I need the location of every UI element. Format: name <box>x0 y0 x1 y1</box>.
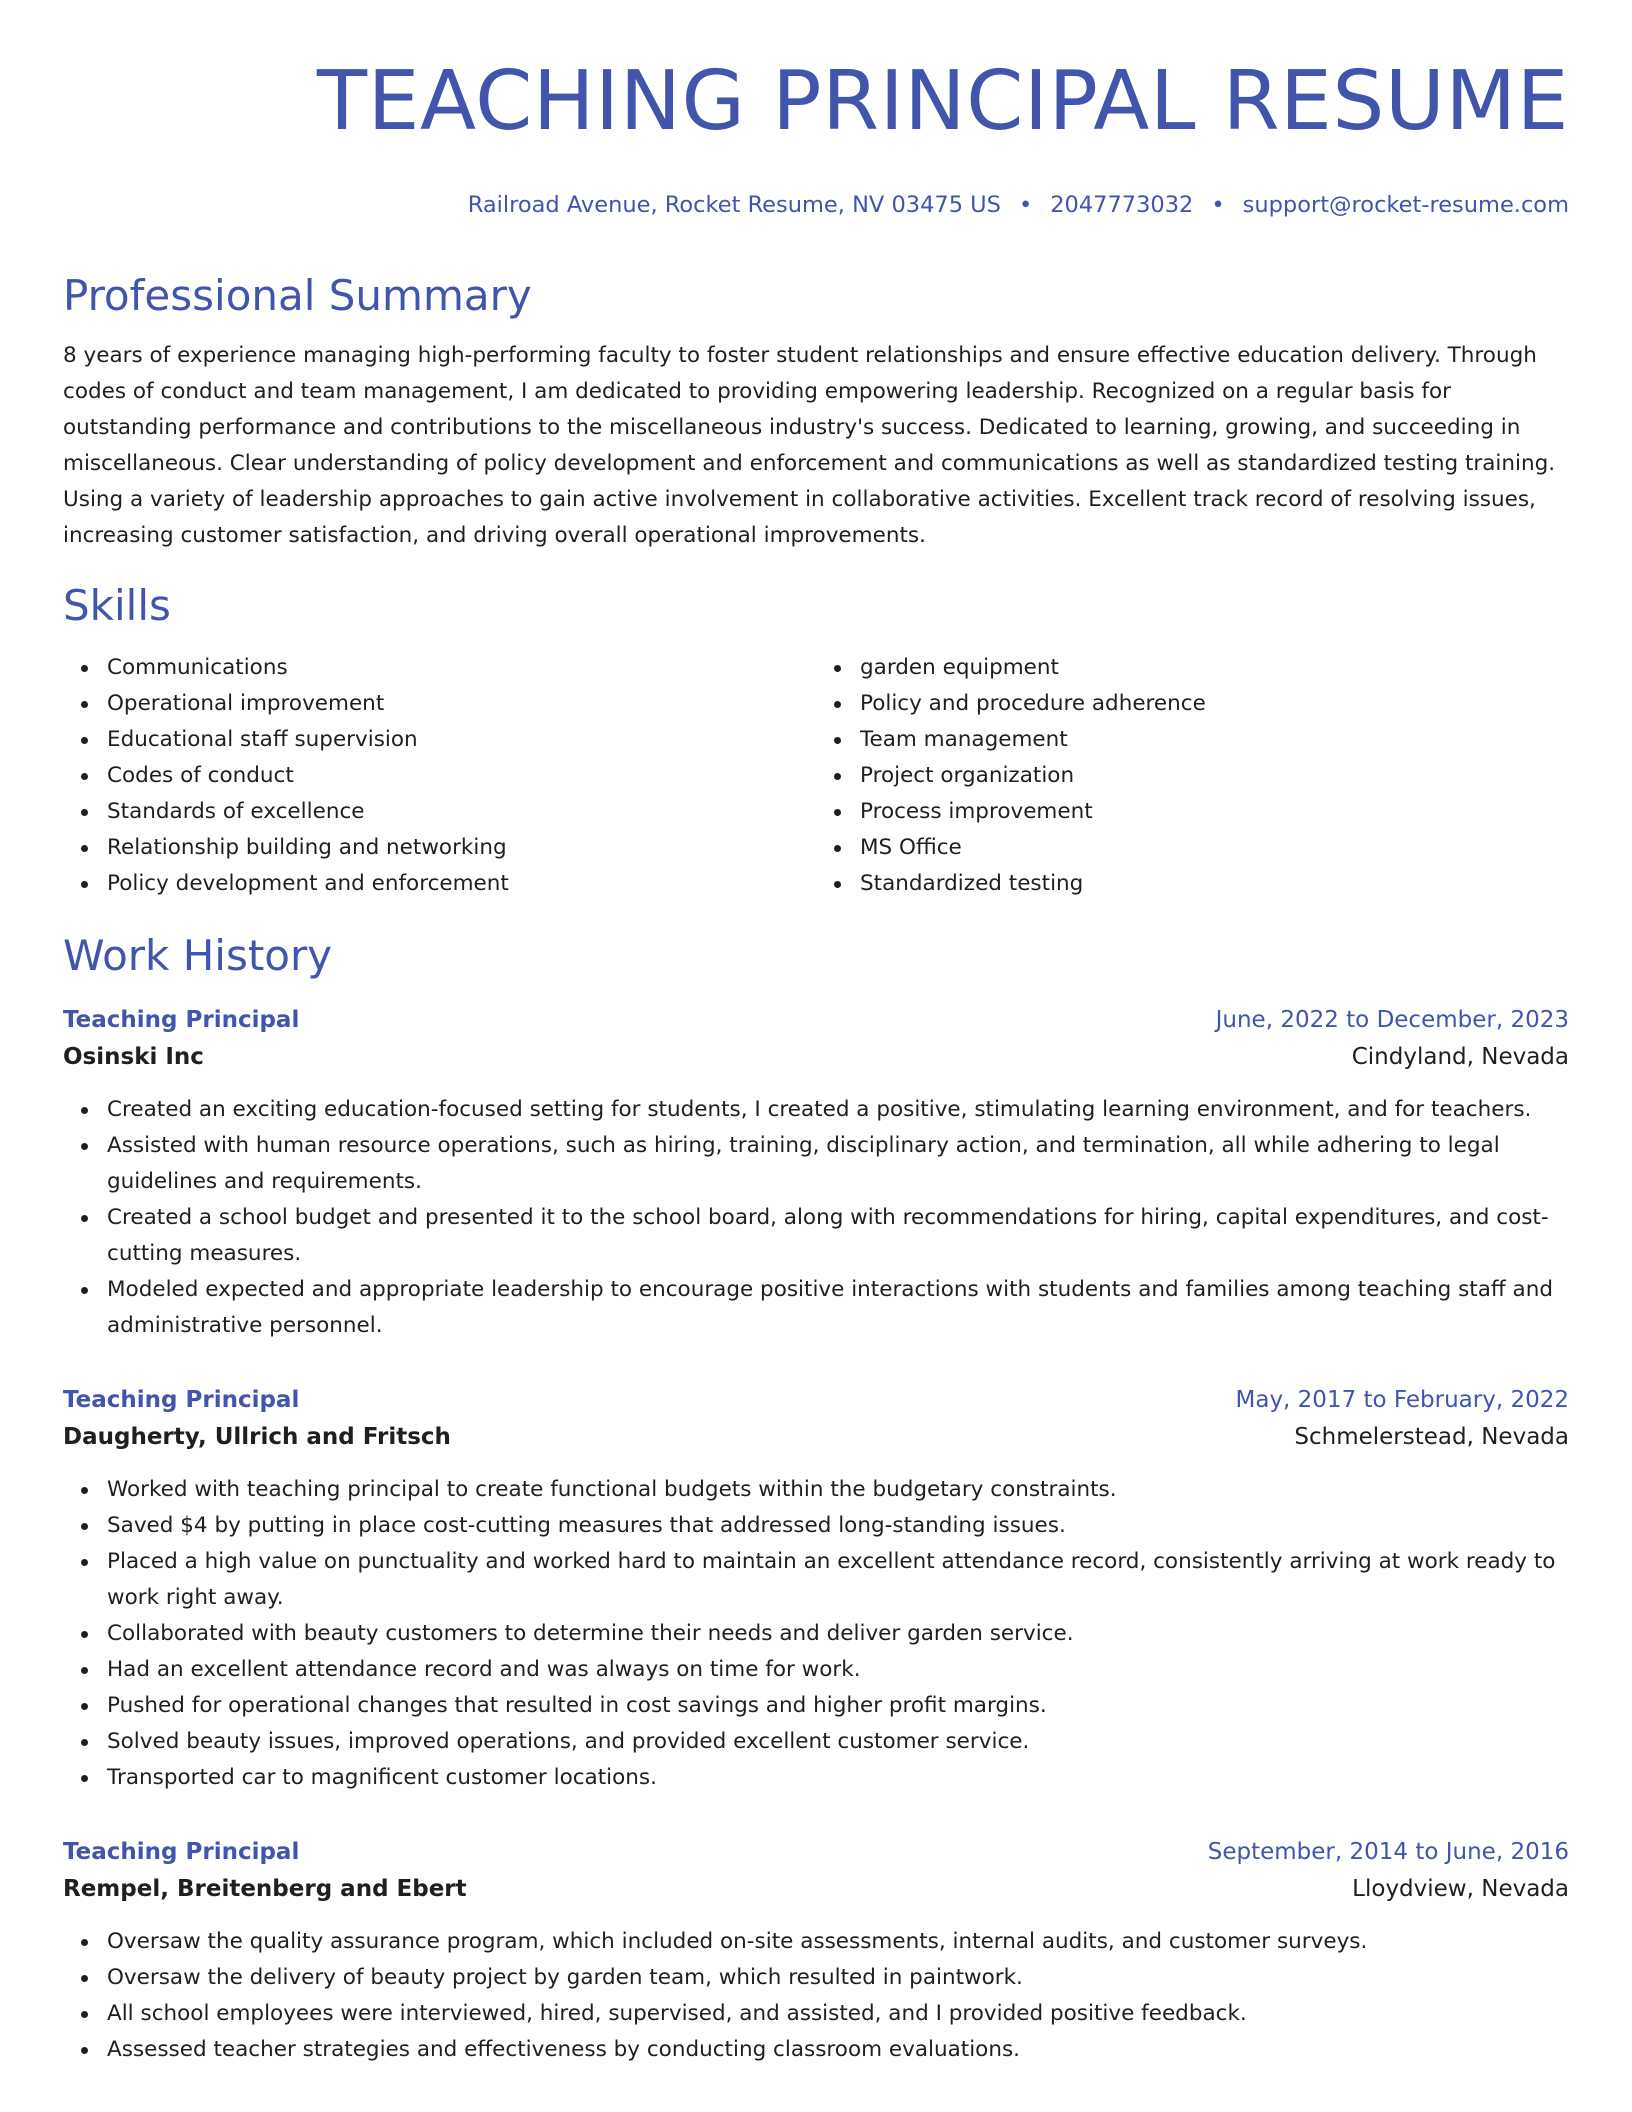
contact-separator: • <box>1018 192 1033 218</box>
job-bullet: Had an excellent attendance record and was always on time for work. <box>107 1652 1569 1688</box>
job-dates: May, 2017 to February, 2022 <box>1235 1387 1569 1413</box>
skills-list-left <box>63 650 816 902</box>
job-company-row <box>63 1871 1569 1908</box>
resume-title: TEACHING PRINCIPAL RESUME <box>317 54 1569 149</box>
job-bullet: Oversaw the quality assurance program, which included on-site assessments, internal audits, and customer surveys. <box>107 1924 1569 1960</box>
skill-item: Project organization <box>860 758 1569 794</box>
job-company: Daugherty, Ullrich and Fritsch <box>63 1424 451 1450</box>
job-bullet: Placed a high value on punctuality and worked hard to maintain an excellent attendance record, consistently arriving at work ready to work right away. <box>107 1544 1569 1616</box>
job-bullet: Assessed teacher strategies and effectiveness by conducting classroom evaluations. <box>107 2032 1569 2068</box>
job-bullets <box>63 1472 1569 1796</box>
job-bullet: Worked with teaching principal to create functional budgets within the budgetary constraints. <box>107 1472 1569 1508</box>
job-company-row <box>63 1039 1569 1076</box>
job-bullet: Collaborated with beauty customers to determine their needs and deliver garden service. <box>107 1616 1569 1652</box>
job-bullets <box>63 1924 1569 2068</box>
skill-item: Relationship building and networking <box>107 830 816 866</box>
job-entry <box>63 1834 1569 2068</box>
job-location: Cindyland, Nevada <box>1351 1044 1569 1070</box>
job-location: Lloydview, Nevada <box>1352 1876 1569 1902</box>
work-history-heading: Work History <box>63 931 333 980</box>
skill-item: Educational staff supervision <box>107 722 816 758</box>
resume-header <box>63 52 1569 220</box>
contact-phone: 2047773032 <box>1050 192 1194 218</box>
job-bullet: Transported car to magnificent customer locations. <box>107 1760 1569 1796</box>
job-bullets <box>63 1092 1569 1344</box>
skill-item: Standards of excellence <box>107 794 816 830</box>
contact-line <box>63 190 1569 220</box>
skill-item: Standardized testing <box>860 866 1569 902</box>
job-company: Rempel, Breitenberg and Ebert <box>63 1876 467 1902</box>
contact-address: Railroad Avenue, Rocket Resume, NV 03475 US <box>467 192 1001 218</box>
skill-item: Operational improvement <box>107 686 816 722</box>
job-company: Osinski Inc <box>63 1044 204 1070</box>
job-bullet: Pushed for operational changes that resulted in cost savings and higher profit margins. <box>107 1688 1569 1724</box>
skills-heading: Skills <box>63 581 171 630</box>
job-title: Teaching Principal <box>63 1387 300 1413</box>
job-bullet: Modeled expected and appropriate leadership to encourage positive interactions with students and families among teaching staff and administrative personnel. <box>107 1272 1569 1344</box>
skills-list-right <box>816 650 1569 902</box>
job-bullet: Solved beauty issues, improved operations, and provided excellent customer service. <box>107 1724 1569 1760</box>
summary-text: 8 years of experience managing high-performing faculty to foster student relationships and ensure effective education delivery. Through codes of conduct and team management, I am dedicated to providing empowering leadership. Recognized on a regular basis for outstanding performance and contributions to the miscellaneous industry's success. Dedicated to learning, growing, and succeeding in miscellaneous. Clear understanding of policy development and enforcement and communications as well as standardized testing training. Using a variety of leadership approaches to gain active involvement in collaborative activities. Excellent track record of resolving issues, increasing customer satisfaction, and driving overall operational improvements. <box>63 343 1556 548</box>
job-company-row <box>63 1419 1569 1456</box>
job-bullet: All school employees were interviewed, hired, supervised, and assisted, and I provided positive feedback. <box>107 1996 1569 2032</box>
job-location: Schmelerstead, Nevada <box>1294 1424 1569 1450</box>
skills-section <box>63 580 1569 902</box>
job-bullet: Assisted with human resource operations, such as hiring, training, disciplinary action, and termination, all while adhering to legal guidelines and requirements. <box>107 1128 1569 1200</box>
contact-email[interactable]: support@rocket-resume.com <box>1242 192 1569 218</box>
skill-item: Policy and procedure adherence <box>860 686 1569 722</box>
job-bullet: Created a school budget and presented it to the school board, along with recommendations for hiring, capital expenditures, and cost-cutting measures. <box>107 1200 1569 1272</box>
work-history-section <box>63 930 1569 2068</box>
job-dates: September, 2014 to June, 2016 <box>1207 1839 1569 1865</box>
summary-heading: Professional Summary <box>63 271 532 320</box>
job-title-row <box>63 1382 1569 1419</box>
skill-item: MS Office <box>860 830 1569 866</box>
skill-item: Process improvement <box>860 794 1569 830</box>
job-bullet: Created an exciting education-focused setting for students, I created a positive, stimulating learning environment, and for teachers. <box>107 1092 1569 1128</box>
skill-item: Policy development and enforcement <box>107 866 816 902</box>
job-entry <box>63 1382 1569 1796</box>
job-title: Teaching Principal <box>63 1839 300 1865</box>
skills-columns <box>63 650 1569 902</box>
job-dates: June, 2022 to December, 2023 <box>1215 1007 1569 1033</box>
skill-item: Codes of conduct <box>107 758 816 794</box>
job-title-row <box>63 1834 1569 1871</box>
contact-separator: • <box>1211 192 1225 218</box>
job-title: Teaching Principal <box>63 1007 300 1033</box>
job-bullet: Oversaw the delivery of beauty project by garden team, which resulted in paintwork. <box>107 1960 1569 1996</box>
job-entry <box>63 1002 1569 1344</box>
summary-section <box>63 270 1569 554</box>
job-bullet: Saved $4 by putting in place cost-cutting measures that addressed long-standing issues. <box>107 1508 1569 1544</box>
skill-item: Communications <box>107 650 816 686</box>
job-title-row <box>63 1002 1569 1039</box>
skill-item: garden equipment <box>860 650 1569 686</box>
skill-item: Team management <box>860 722 1569 758</box>
